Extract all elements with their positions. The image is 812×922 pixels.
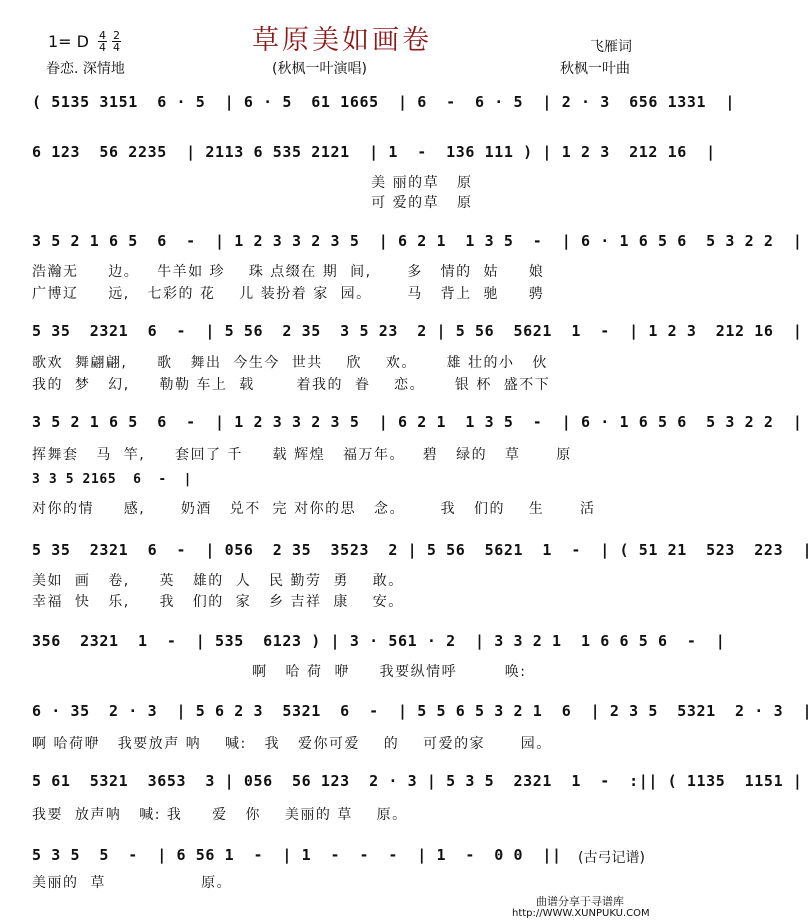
score-line-6-notes: 3 3 5 2165 6 - | [32,472,193,487]
score-line-8-notes: 356 2321 1 - | 535 6123 ) | 3 · 561 · 2 | 3 3 2 1 1 6 6 5 6 - | [32,632,726,650]
time-signature-4-4 [98,30,107,53]
score-line-11-lyric-1: 美丽的 草 原。 [32,875,233,891]
score-line-9-lyric-1: 啊 哈荷咿 我要放声 呐 喊: 我 爱你可爱 的 可爱的家 园。 [32,736,552,752]
score-line-6-lyric-1: 对你的情 感, 奶酒 兑不 完 对你的思 念。 我 们的 生 活 [32,501,596,517]
style-marking: 眷恋. 深情地 [46,61,125,77]
time-signature-2-4 [112,30,121,53]
score-line-5-notes: 3 5 2 1 6 5 6 - | 1 2 3 3 2 3 5 | 6 2 1 1 3 5 - | 6 · 1 6 5 6 5 3 2 2 | [32,413,803,431]
score-line-2-lyric-1: 美 丽的草 原 [32,175,473,191]
song-title: 草原美如画卷 [252,25,432,56]
performer-credit: (秋枫一叶演唱) [272,61,367,77]
time-sig-top: 4 [99,29,106,42]
score-line-11-notes: 5 3 5 5 - | 6 56 1 - | 1 - - - | 1 - 0 0 || [32,846,562,864]
lyricist-credit: 飞雁词 [590,39,632,55]
time-sig-bottom: 4 [113,41,120,54]
composer-credit: 秋枫一叶曲 [560,61,630,77]
score-line-3-notes: 3 5 2 1 6 5 6 - | 1 2 3 3 2 3 5 | 6 2 1 1 3 5 - | 6 · 1 6 5 6 5 3 2 2 | [32,232,803,250]
score-line-7-lyric-2: 幸福 快 乐, 我 们的 家 乡 吉祥 康 安。 [32,594,404,610]
score-line-4-lyric-2: 我的 梦 幻, 勒勒 车上 载 着我的 眷 恋。 银 杯 盛不下 [32,377,551,393]
score-line-8-lyric-1: 啊 哈 荷 咿 我要纵情呼 唤: [32,664,527,680]
key-signature: 1= D [48,32,89,51]
site-credit-url[interactable]: http://WWW.XUNPUKU.COM [512,908,650,919]
site-credit-text: 曲谱分享于寻谱库 [536,895,624,908]
score-line-3-lyric-2: 广博辽 远, 七彩的 花 儿 装扮着 家 园。 马 背上 驰 骋 [32,286,545,302]
score-line-2-notes: 6 123 56 2235 | 2113 6 535 2121 | 1 - 136 111 ) | 1 2 3 212 16 | [32,143,716,161]
score-line-7-notes: 5 35 2321 6 - | 056 2 35 3523 2 | 5 56 5621 1 - | ( 51 21 523 223 | [32,541,812,559]
score-line-5-lyric-1: 挥舞套 马 竿, 套回了 千 载 辉煌 福万年。 碧 绿的 草 原 [32,447,572,463]
score-line-4-notes: 5 35 2321 6 - | 5 56 2 35 3 5 23 2 | 5 56 5621 1 - | 1 2 3 212 16 | [32,322,803,340]
time-sig-top: 2 [113,29,120,42]
score-line-9-notes: 6 · 35 2 · 3 | 5 6 2 3 5321 6 - | 5 5 6 5 3 2 1 6 | 2 3 5 5321 2 · 3 | [32,702,812,720]
score-line-10-lyric-1: 我要 放声呐 喊: 我 爱 你 美丽的 草 原。 [32,807,408,823]
score-line-10-notes: 5 61 5321 3653 3 | 056 56 123 2 · 3 | 5 3 5 2321 1 - :|| ( 1135 1151 | [32,772,803,790]
time-sig-bottom: 4 [99,41,106,54]
notation-credit: (古弓记谱) [578,850,645,866]
score-line-4-lyric-1: 歌欢 舞翩翩, 歌 舞出 今生今 世共 欣 欢。 雄 壮的小 伙 [32,355,548,371]
score-line-7-lyric-1: 美如 画 卷, 英 雄的 人 民 勤劳 勇 敢。 [32,573,404,589]
score-line-2-lyric-2: 可 爱的草 原 [32,195,473,211]
score-line-1-notes: ( 5135 3151 6 · 5 | 6 · 5 61 1665 | 6 - 6 · 5 | 2 · 3 656 1331 | [32,93,736,111]
score-line-3-lyric-1: 浩瀚无 边。 牛羊如 珍 珠 点缀在 期 间, 多 情的 姑 娘 [32,264,545,280]
